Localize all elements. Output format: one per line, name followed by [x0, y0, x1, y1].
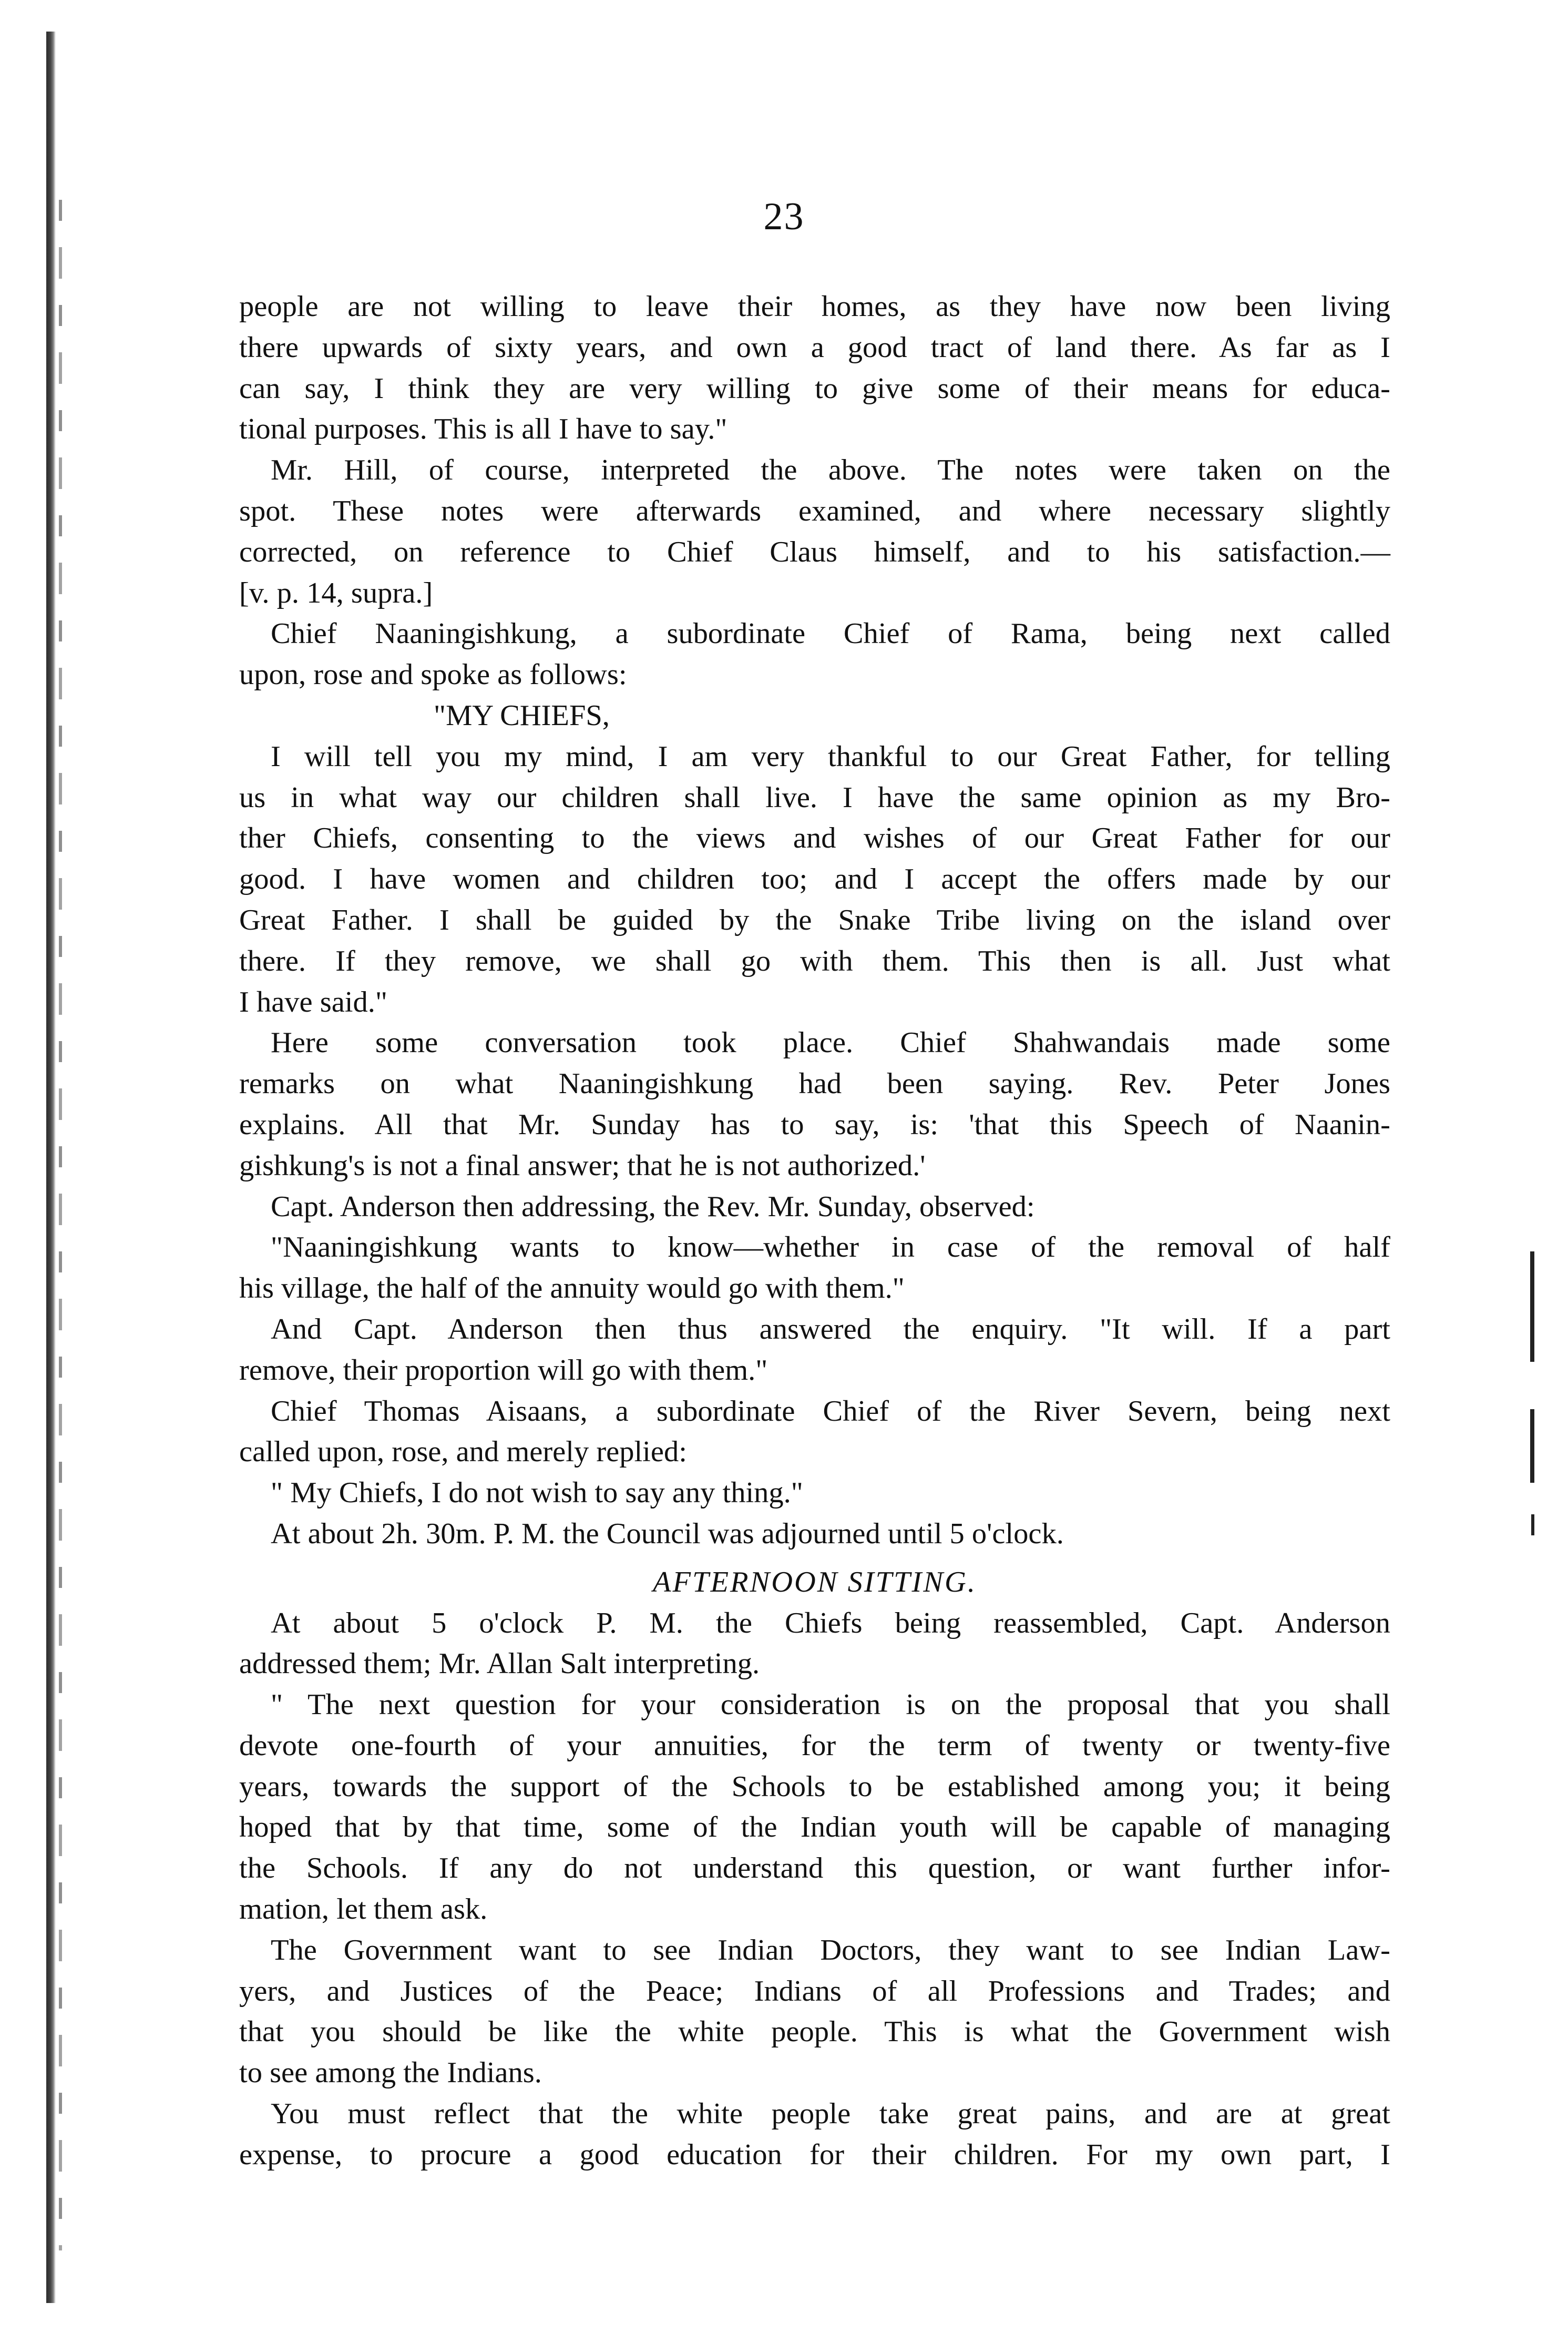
text-line: years, towards the support of the Schools to be established among you; it being [239, 1770, 1390, 1803]
text-line: expense, to procure a good education for their children. For my own part, I [239, 2138, 1390, 2171]
text-line: At about 2h. 30m. P. M. the Council was adjourned until 5 o'clock. [271, 1517, 1064, 1550]
margin-mark [1531, 1514, 1534, 1535]
text-line: the Schools. If any do not understand this question, or want further infor- [239, 1852, 1390, 1885]
text-line: hoped that by that time, some of the Indian youth will be capable of managing [239, 1811, 1390, 1844]
binding-edge-shadow [46, 32, 56, 2303]
text-line: You must reflect that the white people take great pains, and are at great [271, 2097, 1390, 2131]
text-line: there upwards of sixty years, and own a good tract of land there. As far as I [239, 331, 1390, 364]
text-line: Capt. Anderson then addressing, the Rev. Mr. Sunday, observed: [271, 1190, 1035, 1223]
page-number: 23 [763, 195, 805, 238]
text-line: remarks on what Naaningishkung had been saying. Rev. Peter Jones [239, 1067, 1390, 1101]
section-heading: AFTERNOON SITTING. [653, 1565, 977, 1598]
text-line: to see among the Indians. [239, 2056, 542, 2090]
text-line: tional purposes. This is all I have to say." [239, 413, 727, 446]
text-line: that you should be like the white people. This is what the Government wish [239, 2015, 1390, 2049]
text-line: devote one-fourth of your annuities, for the term of twenty or twenty-five [239, 1729, 1390, 1762]
text-line: Chief Naaningishkung, a subordinate Chief of Rama, being next called [271, 617, 1390, 650]
text-line: I have said." [239, 985, 387, 1018]
text-line: " The next question for your consideration is on the proposal that you shall [271, 1688, 1390, 1721]
body-text [239, 287, 1390, 2176]
text-line: And Capt. Anderson then thus answered the enquiry. "It will. If a part [271, 1312, 1390, 1346]
text-line: called upon, rose, and merely replied: [239, 1435, 687, 1469]
text-line: Here some conversation took place. Chief Shahwandais made some [271, 1026, 1390, 1059]
text-line: addressed them; Mr. Allan Salt interpreting. [239, 1647, 760, 1680]
text-line: Chief Thomas Aisaans, a subordinate Chief of the River Severn, being next [271, 1394, 1390, 1428]
text-line: "MY CHIEFS, [434, 699, 610, 732]
text-line: "Naaningishkung wants to know—whether in case of the removal of half [271, 1231, 1390, 1264]
text-line: explains. All that Mr. Sunday has to say, is: 'that this Speech of Naanin- [239, 1108, 1390, 1141]
text-line: At about 5 o'clock P. M. the Chiefs being reassembled, Capt. Anderson [271, 1606, 1390, 1639]
text-line: ther Chiefs, consenting to the views and wishes of our Great Father for our [239, 822, 1390, 855]
text-line: [v. p. 14, supra.] [239, 576, 433, 609]
text-line: yers, and Justices of the Peace; Indians of all Professions and Trades; and [239, 1974, 1390, 2008]
text-line: gishkung's is not a final answer; that he is not authorized.' [239, 1149, 926, 1182]
text-line: can say, I think they are very willing to give some of their means for educa- [239, 372, 1390, 405]
text-line: there. If they remove, we shall go with them. This then is all. Just what [239, 944, 1390, 977]
text-line: Great Father. I shall be guided by the Snake Tribe living on the island over [239, 903, 1390, 936]
text-line: remove, their proportion will go with them." [239, 1353, 768, 1387]
binding-edge-marks [59, 200, 62, 2250]
margin-mark [1530, 1409, 1534, 1483]
text-line: his village, the half of the annuity would go with them." [239, 1272, 905, 1305]
text-line: Mr. Hill, of course, interpreted the above. The notes were taken on the [271, 454, 1390, 487]
text-line: upon, rose and spoke as follows: [239, 658, 627, 691]
text-line: good. I have women and children too; and I accept the offers made by our [239, 863, 1390, 896]
text-line: The Government want to see Indian Doctors, they want to see Indian Law- [271, 1933, 1390, 1967]
text-line: spot. These notes were afterwards examined, and where necessary slightly [239, 494, 1390, 527]
text-line: mation, let them ask. [239, 1893, 488, 1926]
text-line: people are not willing to leave their homes, as they have now been living [239, 290, 1390, 323]
text-line: us in what way our children shall live. I have the same opinion as my Bro- [239, 781, 1390, 814]
text-line: corrected, on reference to Chief Claus himself, and to his satisfaction.— [239, 535, 1390, 568]
text-line: I will tell you my mind, I am very thankful to our Great Father, for telling [271, 740, 1390, 773]
text-line: " My Chiefs, I do not wish to say any thing." [271, 1476, 803, 1510]
margin-mark [1530, 1251, 1534, 1362]
